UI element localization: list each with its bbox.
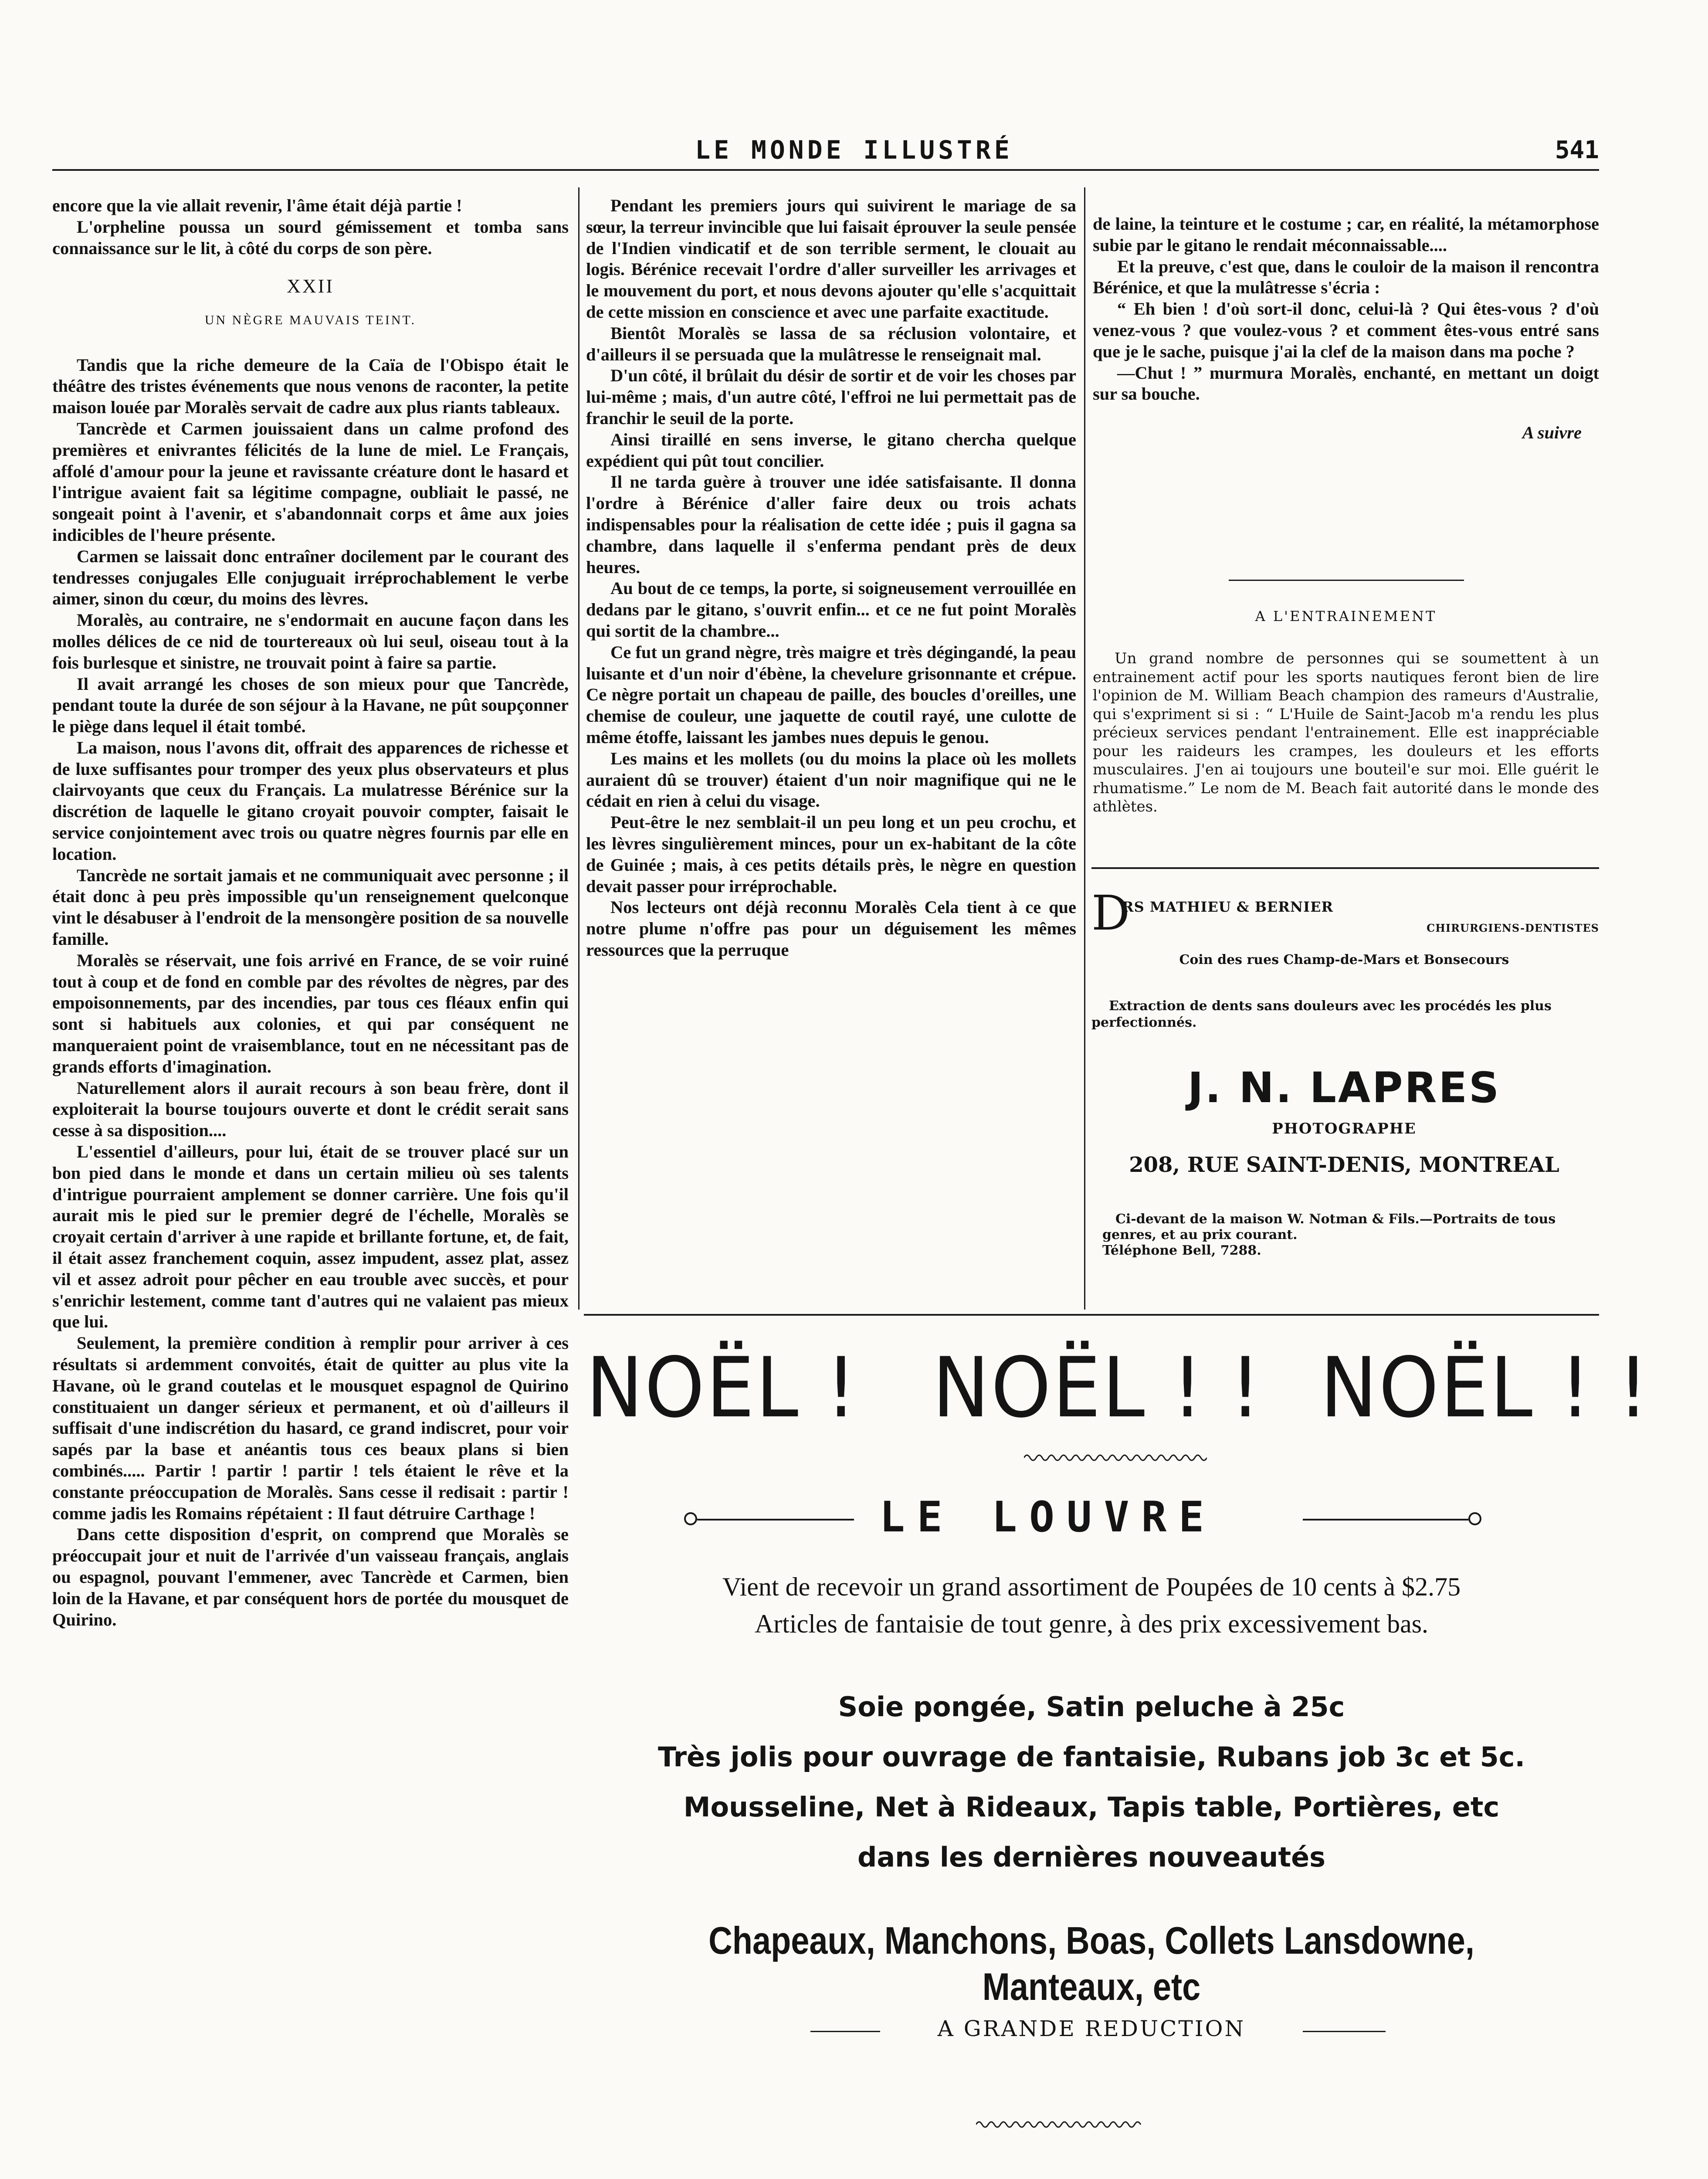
ad-line-silk: Soie pongée, Satin peluche à 25c: [838, 1691, 1345, 1723]
paragraph: Il avait arrangé les choses de son mieux pour que Tancrède, pendant toute la durée de son séjour à la Havane, ne pût soupçonner le piège dans lequel il était tombé.: [52, 674, 569, 737]
chapter-title: UN NÈGRE MAUVAIS TEINT.: [204, 313, 417, 328]
dentist-names: RS MATHIEU & BERNIER: [1122, 899, 1334, 915]
column-divider-2: [1084, 187, 1085, 1310]
ad-line-articles: Articles de fantaisie de tout genre, à des prix excessivement bas.: [754, 1609, 1429, 1638]
paragraph: encore que la vie allait revenir, l'âme était déjà partie !: [52, 196, 462, 215]
article-column-2: [586, 195, 1076, 961]
paragraph: Carmen se laissait donc entraîner docilement par le courant des tendresses conjugales Elle conjuguait irréprochablement le verbe aimer, sinon du cœur, du moins des lèvres.: [52, 546, 569, 609]
photographer-text: [1102, 1212, 1599, 1259]
masthead-title: LE MONDE ILLUSTRÉ: [695, 135, 1013, 165]
notice-text: Un grand nombre de personnes qui se soumettent à un entrainement actif pour les sports nautiques feront bien de lire l'opinion de M. William Beach champion des rameurs d'Australie, qui s'expriment si si : “ L'Huile de Saint-Jacob m'a rendu les plus précieux services pendant l'entrainement. Elle est inappréciable pour les raideurs les crampes, les douleurs et les efforts musculaires. J'en ai toujours une bouteil'e sur moi. Elle guérit le rhumatisme.” Le nom de M. Beach fait autorité dans le monde des athlètes.: [1093, 650, 1599, 815]
paragraph: D'un côté, il brûlait du désir de sortir et de voir les choses par lui-même ; mais, d'un autre côté, l'effroi ne lui permettait pas de franchir le seuil de la porte.: [586, 366, 1076, 428]
paragraph: Ce fut un grand nègre, très maigre et très dégingandé, la peau luisante et d'un noir d'ébène, la chevelure grisonnante et crépue. Ce nègre portait un chapeau de paille, des boucles d'oreilles, une chemise de couleur, une jaquette de coutil rayé, une culotte de même étoffe, laissant les jambes nues depuis le genou.: [586, 642, 1076, 747]
paragraph: “ Eh bien ! d'où sort-il donc, celui-là ? Qui êtes-vous ? d'où venez-vous ? que voulez-vous ? et comment êtes-vous entré sans que je le sache, puisque j'ai la clef de la maison dans ma poche ?: [1093, 299, 1599, 361]
dentist-location: Coin des rues Champ-de-Mars et Bonsecours: [1179, 952, 1509, 967]
ornament-line-right: [1303, 1519, 1468, 1521]
ad-line-dolls: Vient de recevoir un grand assortiment de Poupées de 10 cents à $2.75: [722, 1572, 1461, 1601]
ad-line-reduction: A GRANDE REDUCTION: [937, 2016, 1246, 2041]
page-number: 541: [1555, 136, 1599, 164]
photographer-info: Ci-devant de la maison W. Notman & Fils.—Portraits de tous genres, et au prix courant.: [1102, 1212, 1556, 1242]
paragraph: Moralès, au contraire, ne s'endormait en aucune façon dans les molles délices de ce nid de tourtereaux où lui seul, oiseau tout à la fois burlesque et sinistre, ne trouvait point à faire sa partie.: [52, 610, 569, 672]
paragraph: L'essentiel d'ailleurs, pour lui, était de se trouver placé sur un bon pied dans le monde et dans un certain milieu où ses talents d'intrigue pourraient amplement se donner carrière. Une fois qu'il aurait mis le pied sur le premier degré de l'échelle, Moralès se croyait certain d'arriver à une rapide et brillante fortune, et, de fait, il était assez franchement coquin, assez impudent, assez plat, assez vil et assez adroit pour pêcher en eau trouble avec succès, et pour s'enrichir lestement, comme tant d'autres qui ne valaient pas mieux que lui.: [52, 1142, 569, 1332]
paragraph: —Chut ! ” murmura Moralès, enchanté, en mettant un doigt sur sa bouche.: [1093, 363, 1599, 404]
photographer-name: J. N. LAPRES: [1187, 1063, 1501, 1112]
paragraph: Dans cette disposition d'esprit, on comprend que Moralès se préoccupait jour et nuit de l'arrivée d'un vaisseau français, anglais ou espagnol, pouvant l'emmener, avec Tancrède et Carmen, bien loin de la Havane, et par conséquent hors de portée du mousquet de Quirino.: [52, 1524, 569, 1629]
ad-line-ribbons: Très jolis pour ouvrage de fantaisie, Rubans job 3c et 5c.: [657, 1741, 1525, 1773]
ad-separator: [1091, 867, 1599, 869]
notice-title: A L'ENTRAINEMENT: [1255, 608, 1437, 625]
paragraph: Seulement, la première condition à remplir pour arriver à ces résultats si ardemment convoités, était de quitter au plus vite la Havane, où le grand coutelas et le mousquet espagnol de Quirino constituaient un danger sérieux et permanent, et où d'ailleurs il suffisait d'une indiscrétion du hasard, ce grand indiscret, pour voir sapés par la base et anéantis tous ces beaux plans si bien combinés..... Partir ! partir ! partir ! tels étaient le rêve et la constante préoccupation de Moralès. Sans cesse il redisait : partir ! comme jadis les Romains répétaient : Il faut détruire Carthage !: [52, 1333, 569, 1523]
paragraph: Moralès se réservait, une fois arrivé en France, de se voir ruiné tout à coup et de fond en comble par des révoltes de nègres, par des empoisonnements, par des incendies, par tous ces fléaux enfin qui sont si habituels aux colonies, et qui par conséquent ne manqueraient point de vraisemblance, tout en ne nécessitant pas de grands efforts d'imagination.: [52, 950, 569, 1076]
noel-heading-3: NOËL ! !: [1320, 1340, 1650, 1436]
photographer-phone: Téléphone Bell, 7288.: [1102, 1243, 1261, 1258]
wavy-ornament: [1024, 1451, 1207, 1464]
paragraph: Ainsi tiraillé en sens inverse, le gitano chercha quelque expédient qui pût tout concilier.: [586, 429, 1076, 471]
dentist-profession: CHIRURGIENS-DENTISTES: [1427, 922, 1599, 934]
paragraph: Nos lecteurs ont déjà reconnu Moralès Cela tient à ce que notre plume n'offre pas pour un déguisement les mêmes ressources que la perruque: [586, 897, 1076, 960]
ornament-dot-left: [684, 1512, 697, 1525]
paragraph: Tandis que la riche demeure de la Caïa de l'Obispo était le théâtre des tristes événements que nous venons de raconter, la petite maison louée par Moralès servait de cadre aux plus riants tableaux.: [52, 355, 569, 417]
noel-heading-2: NOËL ! !: [932, 1340, 1262, 1436]
ad-line-muslin: Mousseline, Net à Rideaux, Tapis table, Portières, etc: [683, 1791, 1500, 1823]
column-divider-1: [578, 187, 580, 1310]
article-column-1: [52, 195, 569, 1630]
paragraph: L'orpheline poussa un sourd gémissement et tomba sans connaissance sur le lit, à côté du corps de son père.: [52, 217, 569, 258]
store-name: LE LOUVRE: [879, 1493, 1217, 1541]
to-be-continued: A suivre: [1522, 423, 1582, 443]
paragraph: Les mains et les mollets (ou du moins la place où les mollets auraient dû se trouver) étaient d'un noir magnifique qui ne le cédait en rien à celui du visage.: [586, 748, 1076, 811]
paragraph: Au bout de ce temps, la porte, si soigneusement verrouillée en dedans par le gitano, s'ouvrit enfin... et ce ne fut point Moralès qui sortit de la chambre...: [586, 578, 1076, 641]
paragraph: Naturellement alors il aurait recours à son beau frère, dont il exploiterait la bourse toujours ouverte et dont le crédit serait sans cesse à sa disposition....: [52, 1078, 569, 1140]
dentist-initial: D: [1091, 885, 1130, 941]
ad-line-novelties: dans les dernières nouveautés: [857, 1841, 1326, 1873]
article-column-3: [1093, 214, 1599, 444]
wavy-ornament: [976, 2118, 1142, 2131]
paragraph: Il ne tarda guère à trouver une idée satisfaisante. Il donna l'ordre à Bérénice d'aller faire deux ou trois achats indispensables pour la réalisation de cette idée ; puis il gagna sa chambre, dans laquelle il s'enferma pendant près de deux heures.: [586, 472, 1076, 577]
paragraph: Bientôt Moralès se lassa de sa réclusion volontaire, et d'ailleurs il se persuada que la mulâtresse le renseignait mal.: [586, 323, 1076, 364]
photographer-profession: PHOTOGRAPHE: [1272, 1120, 1417, 1137]
chapter-number: XXII: [287, 275, 334, 297]
noel-heading-1: NOËL !: [586, 1340, 858, 1436]
header-rule: [52, 169, 1599, 171]
ad-top-rule: [584, 1314, 1599, 1316]
paragraph: Peut-être le nez semblait-il un peu long et un peu crochu, et les lèvres singulièrement minces, pour un ex-habitant de la côte de Guinée ; mais, à ces petits détails près, le nègre en question devait passer pour irréprochable.: [586, 812, 1076, 896]
dentist-text: Extraction de dents sans douleurs avec les procédés les plus perfectionnés.: [1091, 998, 1552, 1030]
photographer-address: 208, RUE SAINT-DENIS, MONTREAL: [1129, 1153, 1559, 1177]
paragraph: de laine, la teinture et le costume ; car, en réalité, la métamorphose subie par le gitano le rendait méconnaissable....: [1093, 214, 1599, 255]
reduction-dash-right: [1303, 2031, 1386, 2032]
ornament-dot-right: [1468, 1512, 1481, 1525]
ad-line-hats: Chapeaux, Manchons, Boas, Collets Lansdowne, Manteaux, etc: [708, 1919, 1474, 2008]
paragraph: Pendant les premiers jours qui suivirent le mariage de sa sœur, la terreur invincible que lui faisait éprouver la seule pensée de l'Indien vindicatif et de son terrible serment, le clouait au logis. Bérénice recevait l'ordre d'aller surveiller les arrivages et le mouvement du port, et nous devons ajouter qu'elle s'acquittait de cette mission en conscience et avec une parfaite exactitude.: [586, 196, 1076, 322]
paragraph: La maison, nous l'avons dit, offrait des apparences de richesse et de luxe suffisantes pour tromper des yeux plus observateurs et plus clairvoyants que ceux du Français. La mulatresse Bérénice sur la discrétion de laquelle le gitano croyait pouvoir compter, faisait le service conjointement avec trois ou quatre nègres fournis par elle en location.: [52, 737, 569, 864]
paragraph: Et la preuve, c'est que, dans le couloir de la maison il rencontra Bérénice, et que la mulâtresse s'écria :: [1093, 256, 1599, 298]
section-rule: [1229, 580, 1464, 581]
paragraph: Tancrède et Carmen jouissaient dans un calme profond des premières et enivrantes félicités de la lune de miel. Le Français, affolé d'amour pour la jeune et ravissante créature dont le hasard et l'intrigue avaient fait sa légitime compagne, oubliait le passé, ne songeait point à l'avenir, et s'abandonnait corps et âme aux joies indicibles de l'heure présente.: [52, 418, 569, 545]
paragraph: Tancrède ne sortait jamais et ne communiquait avec personne ; il était donc à peu près impossible qu'un renseignement quelconque vint le désabuser à l'endroit de la mensongère position de sa nouvelle famille.: [52, 865, 569, 949]
